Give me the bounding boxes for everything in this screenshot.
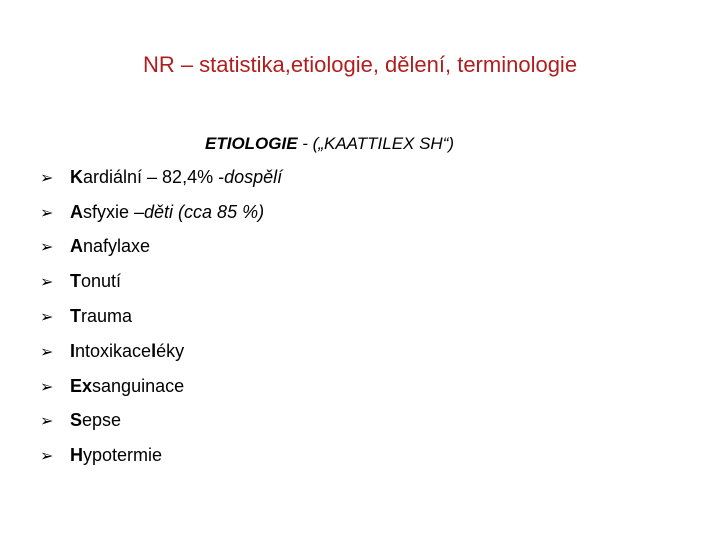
list-item: ➢ S epse bbox=[40, 410, 122, 431]
list-item: ➢ A nafylaxe bbox=[40, 236, 151, 257]
list-item: ➢ K ardiální – 82,4% - dospělí bbox=[40, 166, 283, 187]
arrow-right-icon: ➢ bbox=[40, 167, 54, 187]
arrow-right-icon: ➢ bbox=[40, 272, 54, 292]
slide-title: NR – statistika,etiologie, dělení, terminologie bbox=[142, 52, 578, 77]
arrow-right-icon: ➢ bbox=[40, 341, 54, 361]
arrow-right-icon: ➢ bbox=[40, 202, 54, 222]
list-item: ➢ T onutí bbox=[40, 271, 122, 292]
heading-mnemonic: - („KAATTILEX SH“) bbox=[297, 134, 455, 153]
list-item: ➢ T rauma bbox=[40, 306, 133, 327]
arrow-right-icon: ➢ bbox=[40, 307, 54, 327]
list-item: ➢ H ypotermie bbox=[40, 445, 163, 466]
section-heading bbox=[205, 134, 454, 154]
arrow-right-icon: ➢ bbox=[40, 237, 54, 257]
etiology-list bbox=[40, 160, 282, 473]
list-item: ➢ I ntoxikace l éky bbox=[40, 340, 185, 361]
list-item: ➢ A sfyxie – děti (cca 85 %) bbox=[40, 201, 265, 222]
list-item: ➢ Ex sanguinace bbox=[40, 375, 185, 396]
arrow-right-icon: ➢ bbox=[40, 446, 54, 466]
heading-label: ETIOLOGIE bbox=[205, 134, 298, 153]
arrow-right-icon: ➢ bbox=[40, 411, 54, 431]
arrow-right-icon: ➢ bbox=[40, 376, 54, 396]
